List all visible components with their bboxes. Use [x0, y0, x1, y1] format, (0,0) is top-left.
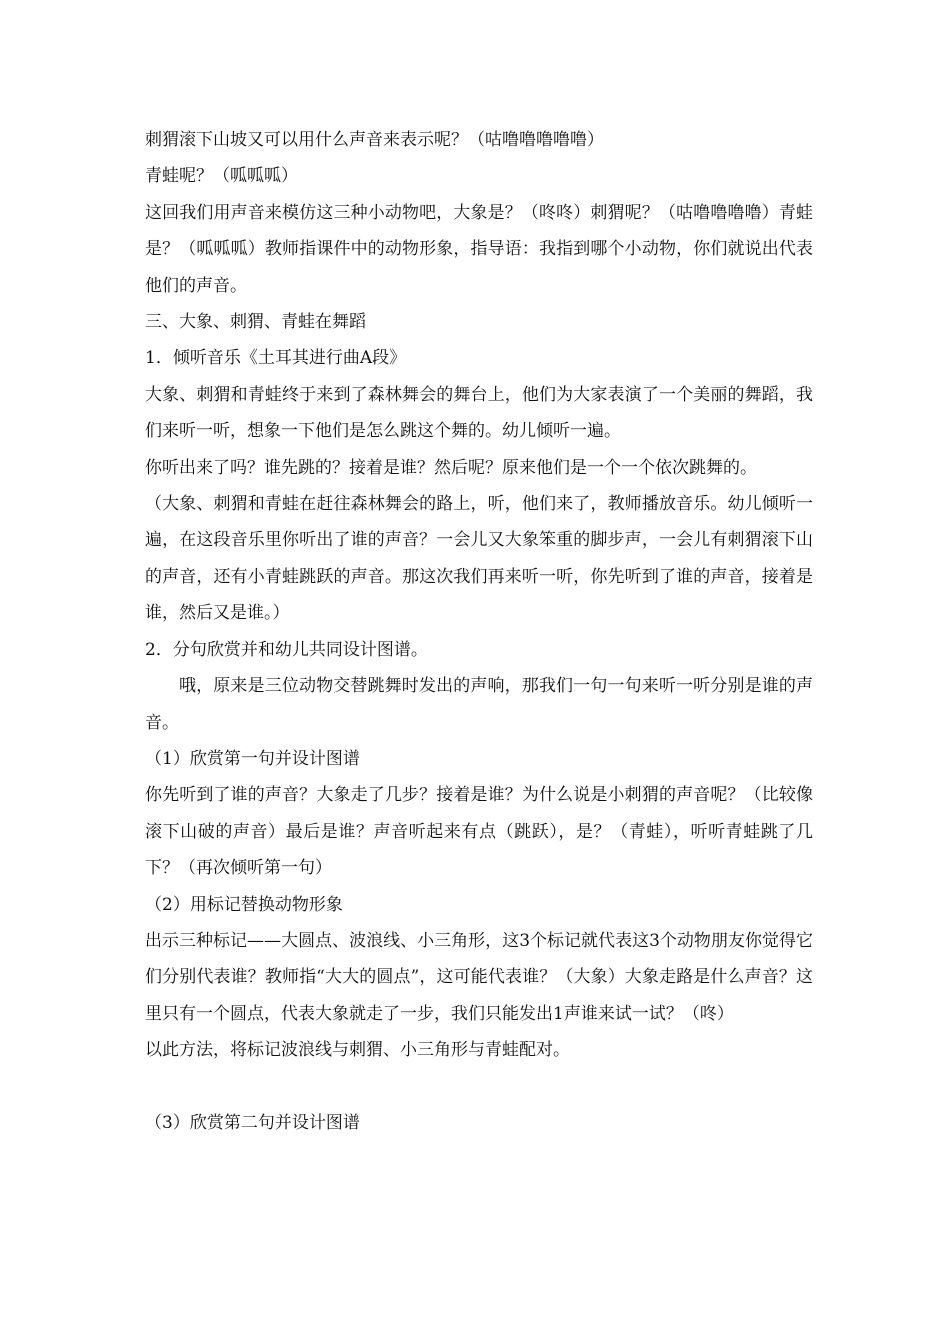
section-heading: 三、大象、刺猬、青蛙在舞蹈 [145, 312, 366, 333]
paragraph: 大象、刺猬和青蛙终于来到了森林舞会的舞台上，他们为大家表演了一个美丽的舞蹈，我们来听一听，想象一下他们是怎么跳这个舞的。幼儿倾听一遍。 [145, 384, 813, 442]
document-body [145, 122, 813, 1141]
paragraph: 以此方法，将标记波浪线与刺猬、小三角形与青蛙配对。 [145, 1040, 570, 1061]
subsection-heading: 2．分句欣赏并和幼儿共同设计图谱。 [145, 639, 428, 660]
paragraph: （大象、刺猬和青蛙在赶往森林舞会的路上，听，他们来了，教师播放音乐。幼儿倾听一遍，在这段音乐里你听出了谁的声音？一会儿又大象笨重的脚步声，一会儿有刺猬滚下山的声音，还有小青蛙跳跃的声音。那这次我们再来听一听，你先听到了谁的声音，接着是谁，然后又是谁。） [145, 494, 813, 624]
paragraph: 你听出来了吗？谁先跳的？接着是谁？然后呢？原来他们是一个一个依次跳舞的。 [145, 457, 757, 478]
blank-line [145, 1069, 813, 1105]
paragraph: 刺猬滚下山坡又可以用什么声音来表示呢？（咕噜噜噜噜噜） [145, 130, 604, 150]
step-heading: （3）欣赏第二句并设计图谱 [145, 1112, 360, 1133]
step-heading: （2）用标记替换动物形象 [145, 894, 343, 915]
paragraph: 你先听到了谁的声音？大象走了几步？接着是谁？为什么说是小刺猬的声音呢？（比较像滚下山破的声音）最后是谁？声音听起来有点（跳跃），是？（青蛙），听听青蛙跳了几下？（再次倾听第一句） [145, 785, 813, 879]
paragraph: 这回我们用声音来模仿这三种小动物吧，大象是？（咚咚）刺猬呢？（咕噜噜噜噜）青蛙是？（呱呱呱）教师指课件中的动物形象，指导语：我指到哪个小动物，你们就说出代表他们的声音。 [145, 202, 813, 296]
paragraph: 哦，原来是三位动物交替跳舞时发出的声响，那我们一句一句来听一听分别是谁的声音。 [145, 676, 813, 733]
paragraph: 出示三种标记——大圆点、波浪线、小三角形，这3个标记就代表这3个动物朋友你觉得它们分别代表谁？教师指“大大的圆点”，这可能代表谁？（大象）大象走路是什么声音？这里只有一个圆点，代表大象就走了一步，我们只能发出1声谁来试一试？（咚） [145, 930, 813, 1024]
subsection-heading: 1．倾听音乐《土耳其进行曲A段》 [145, 348, 407, 369]
paragraph: 青蛙呢？（呱呱呱） [145, 166, 298, 187]
step-heading: （1）欣赏第一句并设计图谱 [145, 748, 360, 769]
